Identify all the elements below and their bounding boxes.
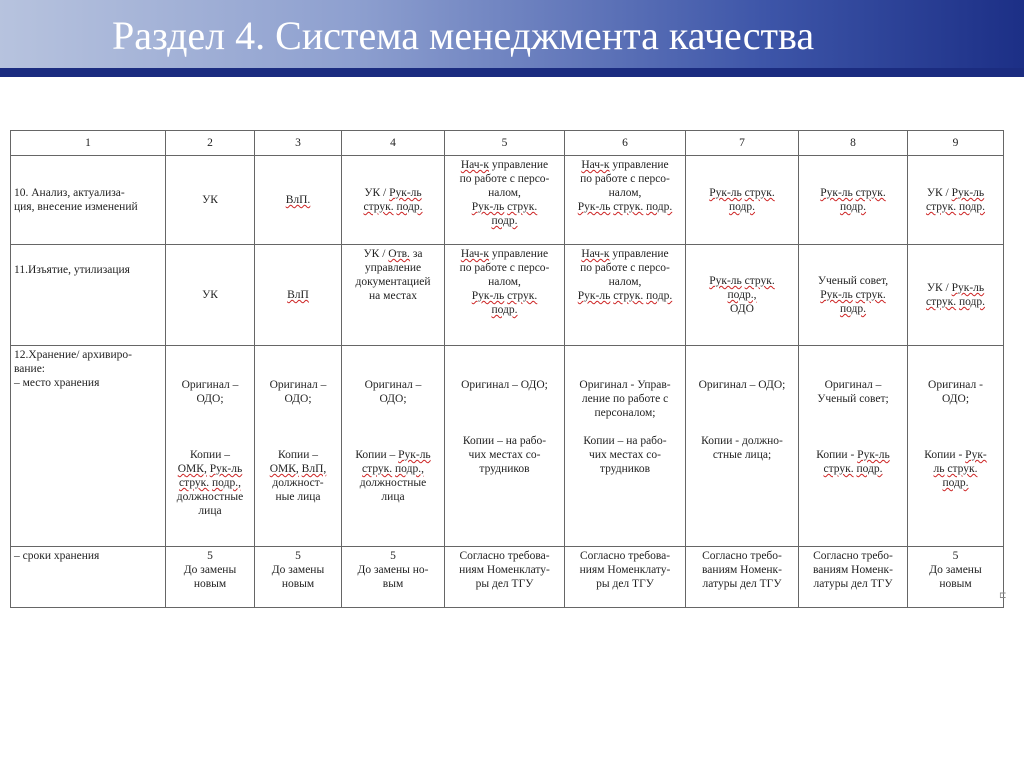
cell-line: Копии - должно- <box>701 435 783 447</box>
cell-line: Оригинал – <box>824 379 882 391</box>
table-cell <box>166 547 255 608</box>
cell-line: Копии - Рук- <box>924 449 987 461</box>
cell-line: Согласно требова- <box>459 550 550 562</box>
cell-line: должностные <box>359 477 427 489</box>
cell-line: по работе с персо- <box>580 173 670 185</box>
quality-table <box>10 130 1004 608</box>
cell-line: должностные <box>176 491 244 503</box>
cell-line: Согласно требова- <box>579 550 671 562</box>
cell-line: лица <box>381 491 405 503</box>
cell-line: – место хранения <box>14 377 100 389</box>
table-cell <box>255 156 342 245</box>
cell-line: трудников <box>479 463 530 475</box>
cell-line: новым <box>281 578 315 590</box>
header-cell: 2 <box>166 131 255 156</box>
cell-line: ция, внесение изменений <box>14 201 138 213</box>
cell-line: УК / Рук-ль <box>364 187 422 199</box>
header-row <box>11 131 1004 156</box>
cell-line: подр. <box>491 215 518 227</box>
cell-line: 5 <box>295 550 301 562</box>
cell-line: Рук-ль струк. <box>709 275 775 287</box>
cell-line: струк. подр., <box>362 463 424 475</box>
cell-line: налом, <box>488 276 521 288</box>
cell-line: Копии – <box>190 449 230 461</box>
cell-line: вание: <box>14 363 45 375</box>
header-cell: 5 <box>445 131 565 156</box>
storage-cell <box>342 346 445 547</box>
cell-line: струк. подр. <box>363 201 423 213</box>
table-cell <box>908 156 1004 245</box>
cell-line: латуры дел ТГУ <box>813 578 893 590</box>
table-cell <box>565 245 686 346</box>
cell-line: Рук-ль струк. подр. <box>577 201 673 213</box>
cell-line: Ученый совет, <box>817 275 889 287</box>
cell-line: Копии - Рук-ль <box>816 449 890 461</box>
header-cell: 7 <box>686 131 799 156</box>
cell-line: УК / Рук-ль <box>926 282 985 294</box>
cell-line: струк. подр. <box>925 201 986 213</box>
cell-line: управление <box>364 262 422 274</box>
cell-line: Рук-ль струк. <box>709 187 775 199</box>
header-cell: 1 <box>11 131 166 156</box>
cell-line: ОМК, Рук-ль <box>177 463 243 475</box>
cell-line: должност- <box>272 477 324 489</box>
cell-line: на местах <box>369 290 417 302</box>
cell-line: налом, <box>488 187 521 199</box>
table-row <box>11 156 1004 245</box>
cell-line: Копии – Рук-ль <box>355 449 431 461</box>
cell-line: УК / Отв. за <box>363 248 423 260</box>
cell-line: ОДО; <box>196 393 224 405</box>
cell-line: латуры дел ТГУ <box>702 578 782 590</box>
table-row <box>11 346 1004 547</box>
table-cell <box>908 245 1004 346</box>
table-cell <box>166 245 255 346</box>
header-cell: 9 <box>908 131 1004 156</box>
cell-line: ОМК, ВлП, <box>269 463 327 475</box>
cell-line: Нач-к управление <box>581 159 669 171</box>
cell-line: подр. <box>839 303 867 315</box>
cell-line: ваниям Номенк- <box>813 564 893 576</box>
cell-line: Оригинал – <box>269 379 327 391</box>
cell-line: Рук-ль струк. <box>471 290 538 302</box>
cell-line: УК / Рук-ль <box>926 187 985 199</box>
cell-line: ниям Номенклату- <box>459 564 550 576</box>
cell-line: 11.Изъятие, утилизация <box>14 264 130 276</box>
cell-line: До замены но- <box>357 564 429 576</box>
cell-line: ление по работе с <box>581 393 669 405</box>
cell-line: по работе с персо- <box>459 173 550 185</box>
cell-line: ВлП <box>287 289 309 301</box>
cell-line: Рук-ль струк. подр. <box>577 290 673 302</box>
cell-line: ОДО; <box>284 393 312 405</box>
cell-line: 5 <box>207 550 213 562</box>
table-cell <box>686 547 799 608</box>
table-cell <box>565 547 686 608</box>
cell-line: по работе с персо- <box>459 262 550 274</box>
storage-cell <box>686 346 799 547</box>
table-cell <box>799 547 908 608</box>
cell-line: До замены <box>183 564 237 576</box>
cell-line: – сроки хранения <box>14 550 100 562</box>
header-cell: 3 <box>255 131 342 156</box>
header-cell: 4 <box>342 131 445 156</box>
table-cell <box>908 547 1004 608</box>
cell-line: ры дел ТГУ <box>596 578 654 590</box>
table-cell <box>445 156 565 245</box>
cell-line: Оригинал – <box>181 379 239 391</box>
cell-line: трудников <box>599 463 651 475</box>
cell-line: подр. <box>728 201 756 213</box>
cell-line: Оригинал - Управ- <box>579 379 671 391</box>
cell-line: новым <box>939 578 972 590</box>
cell-line: Рук-ль струк. <box>820 289 886 301</box>
cell-line: новым <box>193 578 227 590</box>
cell-line: Рук-ль струк. <box>471 201 538 213</box>
cell-line: Копии – на рабо- <box>583 435 667 447</box>
storage-cell <box>166 346 255 547</box>
row-label-cell <box>11 346 166 547</box>
table-cell <box>799 156 908 245</box>
table-cell <box>342 245 445 346</box>
storage-cell <box>445 346 565 547</box>
table-row <box>11 245 1004 346</box>
cell-line: чих местах со- <box>468 449 541 461</box>
table-cell <box>342 547 445 608</box>
corner-mark: ⊏ <box>999 590 1007 600</box>
cell-line: Оригинал - <box>928 379 983 391</box>
cell-line: по работе с персо- <box>580 262 670 274</box>
cell-line: Ученый совет; <box>817 393 889 405</box>
cell-line: Рук-ль струк. <box>820 187 886 199</box>
cell-line: подр. <box>491 304 518 316</box>
row-label-cell <box>11 156 166 245</box>
row-label-cell <box>11 245 166 346</box>
cell-line: Нач-к управление <box>460 159 549 171</box>
cell-line: Согласно требо- <box>813 550 893 562</box>
slide-title: Раздел 4. Система менеджмента качества <box>112 13 815 58</box>
storage-cell <box>565 346 686 547</box>
cell-line: ваниям Номенк- <box>702 564 782 576</box>
cell-line: персоналом; <box>594 407 656 419</box>
cell-line: 5 <box>390 550 396 562</box>
table-cell <box>255 245 342 346</box>
table-cell <box>166 156 255 245</box>
table-cell <box>565 156 686 245</box>
title-underline-bar <box>0 68 1024 77</box>
cell-line: документацией <box>355 276 431 288</box>
cell-line: ВлП. <box>285 194 311 206</box>
cell-line: ОДО; <box>941 393 970 405</box>
cell-line: 12.Хранение/ архивиро- <box>14 349 132 361</box>
cell-line: До замены <box>271 564 325 576</box>
cell-line: струк. подр. <box>823 463 883 475</box>
table-cell <box>342 156 445 245</box>
storage-cell <box>799 346 908 547</box>
table-cell <box>686 245 799 346</box>
cell-line: 5 <box>952 550 959 562</box>
cell-line: ОДО; <box>379 393 407 405</box>
cell-line: лица <box>198 505 222 517</box>
cell-line: ры дел ТГУ <box>475 578 534 590</box>
table-cell <box>445 245 565 346</box>
cell-line: ные лица <box>275 491 321 503</box>
cell-line: УК <box>202 194 218 206</box>
cell-line: чих местах со- <box>589 449 661 461</box>
cell-line: Оригинал – <box>364 379 422 391</box>
cell-line: струк. подр., <box>179 477 241 489</box>
cell-line: Копии – <box>278 449 318 461</box>
cell-line: Согласно требо- <box>702 550 782 562</box>
header-cell: 8 <box>799 131 908 156</box>
cell-line: Нач-к управление <box>460 248 549 260</box>
table-cell <box>445 547 565 608</box>
cell-line: Оригинал – ОДО; <box>698 379 786 391</box>
cell-line: ОДО <box>730 303 754 315</box>
cell-line: 10. Анализ, актуализа- <box>14 187 125 199</box>
cell-line: До замены <box>929 564 982 576</box>
storage-cell <box>908 346 1004 547</box>
table-cell <box>686 156 799 245</box>
cell-line: вым <box>382 578 404 590</box>
table-row <box>11 547 1004 608</box>
cell-line: подр., <box>727 289 757 301</box>
table-cell <box>799 245 908 346</box>
table-cell <box>255 547 342 608</box>
cell-line: налом, <box>608 187 642 199</box>
cell-line: Оригинал – ОДО; <box>461 379 548 391</box>
cell-line: стные лица; <box>712 449 772 461</box>
row-label-cell <box>11 547 166 608</box>
cell-line: УК <box>202 289 218 301</box>
cell-line: ниям Номенклату- <box>579 564 671 576</box>
storage-cell <box>255 346 342 547</box>
cell-line: подр. <box>839 201 867 213</box>
cell-line: налом, <box>608 276 642 288</box>
cell-line: Копии – на рабо- <box>462 435 547 447</box>
cell-line: ль струк. <box>933 463 978 475</box>
cell-line: подр. <box>942 477 969 489</box>
cell-line: Нач-к управление <box>581 248 669 260</box>
cell-line: струк. подр. <box>925 296 986 308</box>
header-cell: 6 <box>565 131 686 156</box>
